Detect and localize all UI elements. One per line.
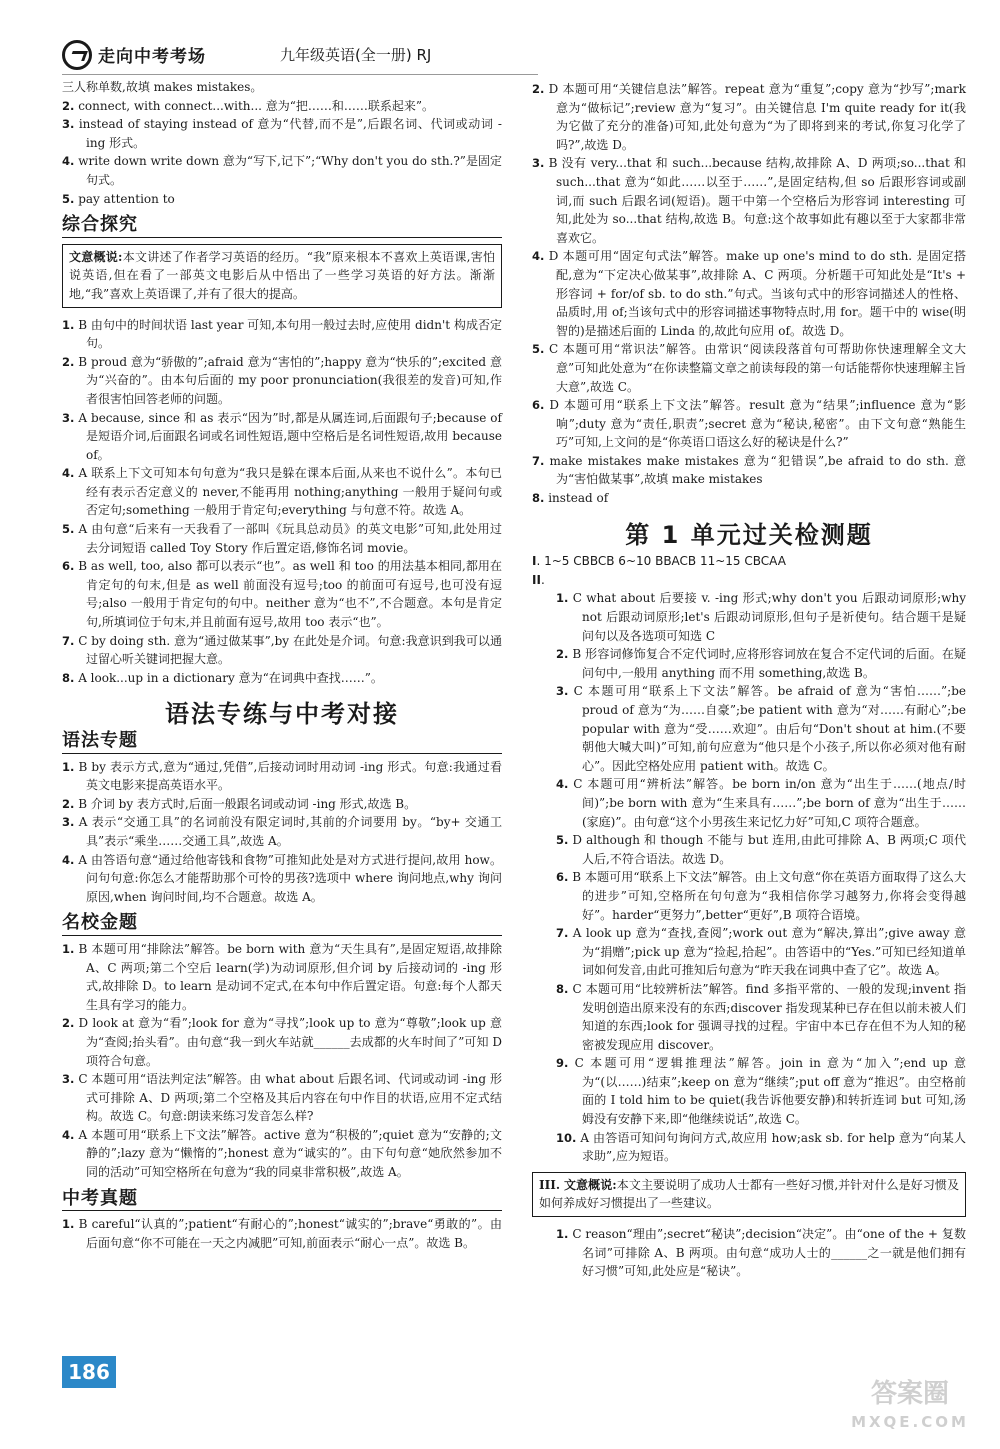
item-text: D look at 意为“看”;look for 意为“寻找”;look up to 意为“尊敬”;look up 意为“查阅;抬头看”。由句意“我一到火车站就______去成都的火车时间了”可知 D 项符合句意。 [78, 1016, 502, 1068]
item-text: A 本题可用“联系上下文法”解答。active 意为“积极的”;quiet 意为“安静的;文静的”;lazy 意为“懒惰的”;honest 意为“诚实的”。由下句句意“她欣然参加不同的活动”可知空格所在句意为“我的同桌非常积极”,故选 A。 [78, 1127, 502, 1180]
answer-row: I. 1~5 CBBCB 6~10 BBACB 11~15 CBCAA [532, 554, 786, 569]
answer-item [532, 589, 966, 645]
summary-box [532, 1172, 966, 1217]
item-text: B 介词 by 表方式时,后面一般跟名词或动词 -ing 形式,故选 B。 [78, 796, 417, 811]
section-title: 语法专题 [62, 732, 502, 754]
summary-text: 本文讲述了作者学习英语的经历。“我”原来根本不喜欢上英语课,害怕说英语,但在看了一部英文电影后从中悟出了一些学习英语的好方法。渐渐地,“我”喜欢上英语课了,并有了很大的提高。 [69, 249, 495, 301]
item-number: 2. [62, 354, 75, 369]
item-text: C 本题可用“比较辨析法”解答。find 多指平常的、一般的发现;invent 指发明创造出原来没有的东西;discover 指发现某种已存在但以前未被人们知道的东西;look for 强调寻找的过程。宇宙中本已存在但不为人知的秘密被发现应用 discover。 [572, 981, 966, 1052]
item-number: 2. [62, 796, 75, 811]
item-number: 1. [62, 941, 75, 956]
item-number: 4. [62, 852, 75, 867]
item-number: 8. [532, 491, 545, 506]
item-number: 3. [62, 815, 75, 830]
left-column [62, 78, 502, 1252]
item-number: 2. [62, 1016, 75, 1031]
item-number: 8. [556, 981, 569, 996]
item-text: C what about 后要接 v. -ing 形式;why don't you 后跟动词原形;why not 后跟动词原形;let's 后跟动词原形,但句子是祈使句。结合题干是疑问句以及各选项可知选 C [572, 591, 966, 643]
item-text: A 由答语可知问句询问方式,故应用 how;ask sb. for help 意为“向某人求助”,应为短语。 [580, 1130, 966, 1164]
item-text: D 本题可用“联系上下文法”解答。result 意为“结果”;influence 意为“影响”;duty 意为“责任,职责”;secret 意为“秘诀,秘密”。由下文句意“熟能生巧”可知,上文问的是“你英语口语这么好的秘诀是什么?” [549, 398, 966, 450]
roman-label: III. [539, 1177, 561, 1192]
answer-item [62, 1215, 502, 1252]
answer-item [62, 1070, 502, 1126]
answer-item [532, 980, 966, 1054]
item-number: 4. [532, 249, 545, 264]
item-text: write down write down 意为“写下,记下”;“Why don't you do sth.?”是固定句式。 [78, 154, 502, 187]
answer-item [532, 831, 966, 868]
answer-item [62, 1014, 502, 1070]
item-text: D 本题可用“固定句式法”解答。make up one's mind to do sth. 是固定搭配,意为“下定决心做某事”,故排除 A、C 两项。分析题干可知此处是“It's + 形容词 + for/of sb. to do sth.”句式。当该句式中的形容词描述人的性格、品质时,用 of;当该句式中的形容词描述事物特点时,用 for。题干中的 wise(明智的)是描述后面的 Linda 的,故此句应用 of。故选 D。 [548, 249, 966, 338]
answer-item [62, 115, 502, 152]
item-number: 5. [532, 342, 545, 357]
section-title: 综合探究 [62, 216, 502, 238]
item-number: 2. [556, 647, 569, 662]
item-number: 7. [62, 633, 75, 648]
item-number: 8. [62, 670, 75, 685]
item-number: 10. [556, 1130, 577, 1145]
answer-item [62, 669, 502, 688]
answer-item [62, 78, 502, 97]
item-number: 3. [62, 410, 75, 425]
item-number: 1. [62, 1217, 75, 1232]
roman-label: II [532, 572, 541, 587]
item-text: A 表示“交通工具”的名词前没有限定词时,其前的介词要用 by。“by+ 交通工具”表示“乘坐……交通工具”,故选 A。 [78, 815, 502, 848]
item-number: 1. [556, 591, 569, 606]
answer-item [532, 645, 966, 682]
item-number: 5. [556, 833, 569, 848]
item-text: B 没有 very...that 和 such...because 结构,故排除 A、D 两项;so...that 和 such...that 意为“如此……以至于……”,是固定结构,但 so 后跟形容词或副词,而 such 后跟名词(短语)。题干中第一个空格后为形容词 interesting 可知,此处为 so...that 结构,故选 B。句意:这个故事如此有趣以至于大家都非常喜欢它。 [548, 156, 966, 245]
section-title: 名校金题 [62, 914, 502, 936]
answer-item [532, 775, 966, 831]
summary-text: 本文主要说明了成功人士都有一些好习惯,并针对什么是好习惯及如何养成好习惯提出了一些建议。 [539, 1177, 959, 1211]
item-text: B 本题可用“联系上下文法”解答。由上文句意“你在英语方面取得了这么大的进步”可知,空格所在句句意为“我相信你学习越努力,你将会变得越好”。harder“更努力”,better“更好”,B 项符合语境。 [572, 870, 966, 922]
answer-item [532, 340, 966, 396]
answer-item [532, 1054, 966, 1128]
answer-item [532, 247, 966, 340]
item-text: B 本题可用“排除法”解答。be born with 意为“天生具有”,是固定短语,故排除 A、C 两项;第二个空后 learn(学)为动词原形,但介词 by 后接动词的 -ing 形式,故排除 D。to learn 是动词不定式,在本句中作后置定语。句意:每个人都天生具有学习的能力。 [78, 941, 503, 1012]
item-text: C by doing sth. 意为“通过做某事”,by 在此处是介词。句意:我意识到我可以通过留心听关键词把握大意。 [78, 633, 502, 667]
section-title: 中考真题 [62, 1190, 502, 1212]
answer-item [62, 520, 502, 557]
item-text: 三人称单数,故填 makes mistakes。 [62, 80, 263, 94]
answer-item [62, 409, 502, 465]
item-number: 3. [62, 1072, 75, 1087]
item-text: A look...up in a dictionary 意为“在词典中查找……”。 [78, 670, 383, 685]
watermark-logo [830, 1380, 990, 1436]
item-text: make mistakes make mistakes 意为“犯错误”,be afraid to do sth. 意为“害怕做某事”,故填 make mistakes [549, 453, 966, 487]
answer-item [532, 489, 966, 508]
answer-item [532, 682, 966, 775]
item-text: C 本题可用“逻辑推理法”解答。join in 意为“加入”;end up 意为“(以……)结束”;keep on 意为“继续”;put off 意为“推迟”。由空格前面的 I told him to be quiet(我告诉他要安静)和转折连词 but 可知,汤姆没有安静下来,即“他继续说话”,故选 C。 [574, 1056, 966, 1127]
item-number: 2. [532, 82, 545, 96]
answer-item [62, 316, 502, 353]
item-text: instead of staying instead of 意为“代替,而不是”,后跟名词、代词或动词 -ing 形式。 [78, 117, 502, 150]
item-number: 4. [62, 154, 75, 169]
item-number: 7. [556, 926, 569, 941]
chapter-title: 第 1 单元过关检测题 [625, 520, 873, 549]
item-number: 6. [556, 870, 569, 885]
item-text: A 由答语句意“通过给他寄钱和食物”可推知此处是对方式进行提问,故用 how。问句句意:你怎么才能帮助那个可怜的男孩?选项中 where 询问地点,why 询问原因,when 询问时间,均不合题意。故选 A。 [78, 852, 502, 904]
item-text: C 本题可用“辨析法”解答。be born in/on 意为“出生于……(地点/时间)”;be born with 意为“生来具有……”;be born of 意为“出生于……(家庭)”。由句意“这个小男孩生来记忆力好”可知,C 项符合题意。 [573, 777, 966, 829]
item-number: 3. [62, 117, 75, 132]
item-text: B as well, too, also 都可以表示“也”。as well 和 too 的用法基本相同,都用在肯定句的句末,但是 as well 前面没有逗号;too 的前面可有逗号,也可没有逗号;also 一般用于肯定句的句中。neither 意为“也不”,不合题意。本句是肯定句,所填词位于句末,并且前面有逗号,故用 too 表示“也”。 [78, 559, 502, 630]
watermark-text: 答案圈 [870, 1379, 949, 1409]
summary-label: 文意概说: [563, 1177, 617, 1192]
answer-item [532, 868, 966, 924]
item-number: 1. [556, 1227, 569, 1242]
summary-label: 文意概说: [69, 249, 123, 264]
answer-item [62, 152, 502, 189]
item-text: D 本题可用“关键信息法”解答。repeat 意为“重复”;copy 意为“抄写”;mark 意为“做标记”;review 意为“复习”。由关键信息 I'm quite ready for it(我为它做了充分的准备)可知,此处句意为“为了即将到来的考试,你复习化学了吗?”,故选 D。 [548, 82, 966, 152]
item-text: C 本题可用“联系上下文法”解答。be afraid of 意为“害怕……”;be proud of 意为“为……自豪”;be patient with 意为“对……有耐心”;be popular with 意为“受……欢迎”。由后句“Don't shout at him.(不要朝他大喊大叫)”可知,前句应意为“他只是个小孩子,所以你必须对他有耐心”。因此空格处应用 patient with。故选 C。 [573, 684, 966, 773]
answer-item [532, 80, 966, 154]
answer-item [532, 452, 966, 489]
item-text: C reason“理由”;secret“秘诀”;decision“决定”。由“one of the + 复数名词”可排除 A、B 两项。由句意“成功人士的______之一就是他们拥有好习惯”可知,此处应是“秘诀”。 [572, 1227, 966, 1279]
answer-item [62, 557, 502, 631]
answer-item [532, 1225, 966, 1281]
item-number: 9. [556, 1056, 569, 1071]
item-text: A because, since 和 as 表示“因为”时,都是从属连词,后面跟句子;because of 是短语介词,后面跟名词或名词性短语,题中空格后是名词性短语,故用 because of。 [78, 410, 502, 462]
answer-item [62, 758, 502, 795]
answer-row: II. [532, 572, 545, 587]
item-number: 3. [532, 156, 545, 171]
item-number: 3. [556, 684, 569, 699]
chapter-title: 语法专练与中考对接 [165, 700, 399, 729]
item-number: 7. [532, 453, 545, 468]
item-text: B careful“认真的”;patient“有耐心的”;honest“诚实的”;brave“勇敢的”。由后面句意“你不可能在一天之内减肥”可知,前面表示“耐心一点”。故选 B。 [78, 1217, 502, 1250]
item-number: 5. [62, 191, 75, 206]
item-text: B by 表示方式,意为“通过,凭借”,后接动词时用动词 -ing 形式。句意:我通过看英文电影来提高英语水平。 [78, 759, 502, 793]
answer-item [532, 924, 966, 980]
header-divider [62, 74, 538, 75]
item-number: 6. [62, 559, 75, 574]
watermark-url: MXQE.COM [851, 1413, 969, 1431]
item-number: 4. [62, 1127, 75, 1142]
answer-item [62, 97, 502, 116]
item-number: 1. [62, 317, 75, 332]
item-text: D although 和 though 不能与 but 连用,由此可排除 A、B 两项;C 项代人后,不符合语法。故选 D。 [572, 833, 966, 866]
item-text: B proud 意为“骄傲的”;afraid 意为“害怕的”;happy 意为“快乐的”;excited 意为“兴奋的”。由本句后面的 my poor pronunciation(我很差的发音)可知,作者很害怕回答老师的问题。 [78, 354, 502, 406]
item-text: A 联系上下文可知本句句意为“我只是躲在课本后面,从来也不说什么”。本句已经有表示否定意义的 never,不能再用 nothing;anything 一般用于疑问句或否定句;something 一般用于肯定句;everything 与句意不符。故选 A。 [78, 466, 502, 518]
answer-item [62, 632, 502, 669]
page-header [62, 40, 962, 70]
answer-item [62, 353, 502, 409]
right-column [532, 80, 966, 1281]
item-text: C 本题可用“语法判定法”解答。由 what about 后跟名词、代词或动词 -ing 形式可排除 A、D 两项;第二个空格及其后内容在句中作目的状语,应用不定式结构。故选 C。句意:朗读来练习发音怎么样? [78, 1072, 502, 1124]
book-subtitle: 九年级英语(全一册) RJ [280, 46, 432, 64]
answer-item [62, 190, 502, 209]
roman-label: I [532, 554, 537, 569]
book-logo-icon [62, 40, 92, 70]
answer-item [62, 813, 502, 850]
item-number: 5. [62, 522, 75, 537]
answer-item [532, 154, 966, 247]
answer-item [62, 795, 502, 814]
answer-item [62, 464, 502, 520]
answer-key: 1~5 CBBCB 6~10 BBACB 11~15 CBCAA [544, 554, 786, 569]
item-text: instead of [548, 491, 609, 506]
answer-item [62, 940, 502, 1014]
item-number: 2. [62, 98, 75, 113]
item-number: 4. [556, 777, 569, 792]
item-text: pay attention to [78, 191, 175, 206]
answer-item [532, 396, 966, 452]
item-number: 4. [62, 466, 75, 481]
page-number: 186 [62, 1356, 116, 1388]
item-text: A look up 意为“查找,查阅”;work out 意为“解决,算出”;give away 意为“捐赠”;pick up 意为“捡起,拾起”。由答语中的“Yes.”可知已经知道单词如何发音,由此可推知后句意为“昨天我在词典中查了它”。故选 A。 [572, 926, 966, 978]
item-text: B 由句中的时间状语 last year 可知,本句用一般过去时,应使用 didn't 构成否定句。 [78, 317, 502, 351]
item-text: C 本题可用“常识法”解答。由常识“阅读段落首句可帮助你快速理解全文大意”可知此处意为“在你读整篇文章之前读每段的第一句话能帮你快速理解主旨大意”,故选 C。 [548, 342, 966, 394]
book-title: 走向中考考场 [98, 47, 206, 67]
answer-item [532, 1129, 966, 1166]
item-text: B 形容词修饰复合不定代词时,应将形容词放在复合不定代词的后面。在疑问句中,一般用 anything 而不用 something,故选 B。 [572, 647, 966, 680]
item-text: connect, with connect...with... 意为“把……和……联系起来”。 [78, 98, 435, 113]
item-number: 6. [532, 398, 545, 413]
answer-item [62, 851, 502, 907]
summary-box [62, 244, 502, 308]
answer-item [62, 1126, 502, 1182]
item-text: A 由句意“后来有一天我看了一部叫《玩具总动员》的英文电影”可知,此处用过去分词短语 called Toy Story 作后置定语,修饰名词 movie。 [78, 522, 502, 555]
item-number: 1. [62, 759, 75, 774]
